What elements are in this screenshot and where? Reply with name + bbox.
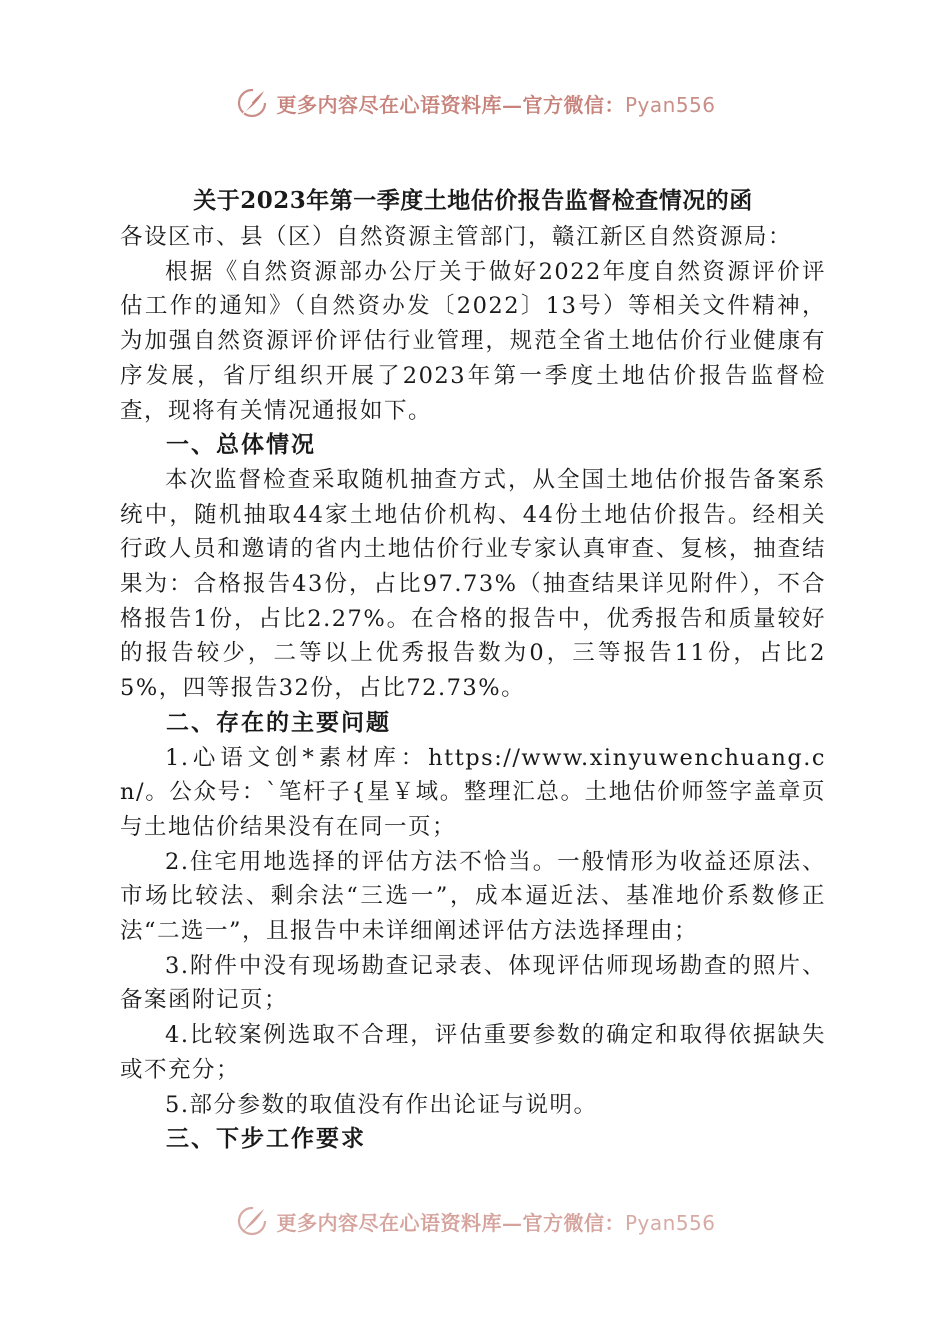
section-heading-issues: 二、存在的主要问题	[166, 708, 391, 736]
salutation: 各设区市、县（区）自然资源主管部门，赣江新区自然资源局：	[120, 224, 793, 250]
feather-pen-logo-icon	[234, 1203, 270, 1239]
issue-item: 4.比较案例选取不合理，评估重要参数的确定和取得依据缺失或不充分；	[120, 1022, 826, 1083]
header-watermark-text: 更多内容尽在心语资料库—官方微信：Pyan556	[276, 92, 716, 117]
section-heading-overview: 一、总体情况	[166, 431, 316, 459]
feather-pen-logo-icon	[234, 85, 270, 121]
issue-item: 3.附件中没有现场勘查记录表、体现评估师现场勘查的照片、备案函附记页；	[120, 952, 826, 1014]
issue-item: 1.心语文创*素材库：https://www.xinyuwenchuang.cn/。公众号：`笔杆子{星￥域。整理汇总。土地估价师签字盖章页与土地估价结果没有在同一页；	[120, 744, 826, 840]
overview-paragraph: 本次监督检查采取随机抽查方式，从全国土地估价报告备案系统中，随机抽取44家土地估价机构、44份土地估价报告。经相关行政人员和邀请的省内土地估价行业专家认真审查、复核，抽查结果为：合格报告43份，占比97.73%（抽查结果详见附件），不合格报告1份，占比2.27%。在合格的报告中，优秀报告和质量较好的报告较少，二等以上优秀报告数为0，三等报告11份，占比25%，四等报告32份，占比72.73%。	[120, 466, 826, 702]
document-title: 关于2023年第一季度土地估价报告监督检查情况的函	[193, 187, 753, 214]
section-heading-next-steps: 三、下步工作要求	[166, 1125, 366, 1153]
intro-paragraph: 根据《自然资源部办公厅关于做好2022年度自然资源评价评估工作的通知》（自然资办发〔2022〕13号）等相关文件精神，为加强自然资源评价评估行业管理，规范全省土地估价行业健康有序发展，省厅组织开展了2023年第一季度土地估价报告监督检查，现将有关情况通报如下。	[120, 258, 826, 424]
header-watermark	[0, 78, 950, 128]
footer-watermark-text: 更多内容尽在心语资料库—官方微信：Pyan556	[276, 1210, 716, 1235]
footer-watermark	[0, 1198, 950, 1244]
issue-item: 2.住宅用地选择的评估方法不恰当。一般情形为收益还原法、市场比较法、剩余法“三选一”，成本逼近法、基准地价系数修正法“二选一”，且报告中未详细阐述评估方法选择理由；	[120, 848, 826, 945]
document-body	[120, 182, 826, 1157]
issue-item: 5.部分参数的取值没有作出论证与说明。	[165, 1091, 598, 1118]
